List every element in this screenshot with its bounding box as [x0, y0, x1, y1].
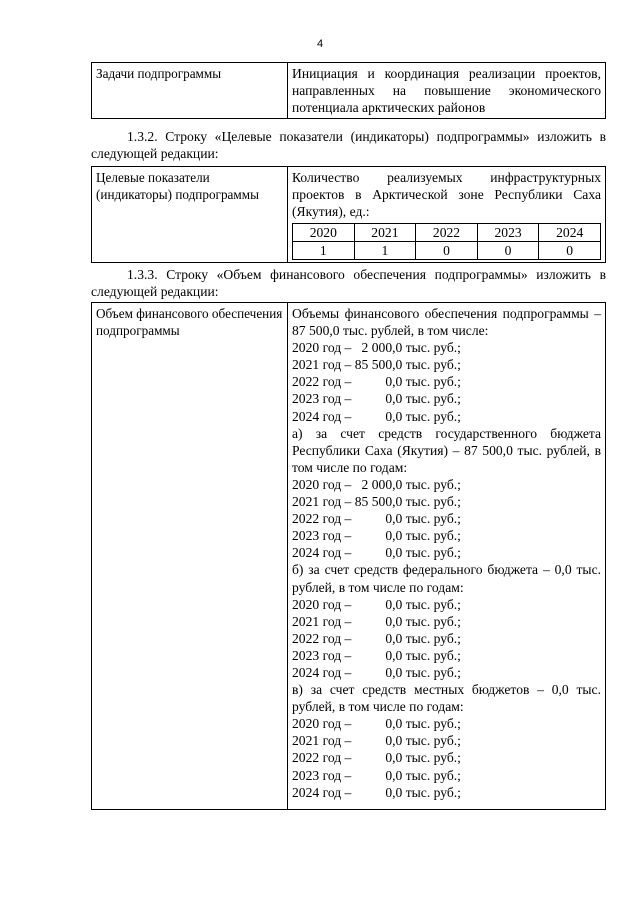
funding-label: Объем финансового обеспечения подпрограммы — [92, 303, 288, 810]
state-budget-line: 2022 год – 0,0 тыс. руб.; — [292, 511, 461, 527]
section-1-3-2-text: 1.3.2. Строку «Целевые показатели (индикаторы) подпрограммы» изложить в следующей редакции: — [91, 129, 606, 161]
federal-budget-line: 2022 год – 0,0 тыс. руб.; — [292, 630, 461, 646]
local-budget-line: 2024 год – 0,0 тыс. руб.; — [292, 784, 461, 800]
page-number: 4 — [316, 38, 324, 50]
federal-budget-line: 2020 год – 0,0 тыс. руб.; — [292, 596, 461, 612]
value-2020: 1 — [293, 242, 355, 260]
indicators-label: Целевые показатели (индикаторы) подпрограммы — [92, 167, 288, 263]
section-1-3-3-text: 1.3.3. Строку «Объем финансового обеспечения подпрограммы» изложить в следующей редакции: — [91, 267, 606, 299]
funding-line: 2024 год – 0,0 тыс. руб.; — [292, 408, 461, 424]
funding-line: 2020 год – 2 000,0 тыс. руб.; — [292, 340, 461, 356]
tasks-value: Инициация и координация реализации проектов, направленных на повышение экономического потенциала арктических районов — [288, 63, 606, 119]
local-budget-line: 2020 год – 0,0 тыс. руб.; — [292, 716, 461, 732]
year-2022: 2022 — [416, 224, 478, 242]
funding-line: 2023 год – 0,0 тыс. руб.; — [292, 391, 461, 407]
local-budget-intro: в) за счет средств местных бюджетов – 0,0 тыс. рублей, в том числе по годам: — [292, 682, 601, 715]
state-budget-intro: а) за счет средств государственного бюджета Республики Саха (Якутия) – 87 500,0 тыс. рублей, в том числе по годам: — [292, 425, 601, 475]
indicators-description: Количество реализуемых инфраструктурных проектов в Арктической зоне Республики Саха (Якутия), ед.: — [292, 170, 601, 220]
state-budget-line: 2023 год – 0,0 тыс. руб.; — [292, 528, 461, 544]
federal-budget-intro: б) за счет средств федерального бюджета – 0,0 тыс. рублей, в том числе по годам: — [292, 562, 601, 595]
state-budget-line: 2024 год – 0,0 тыс. руб.; — [292, 545, 461, 561]
indicators-year-table — [292, 223, 601, 260]
indicators-table — [91, 166, 606, 263]
year-2020: 2020 — [293, 224, 355, 242]
value-2023: 0 — [477, 242, 539, 260]
year-2021: 2021 — [354, 224, 416, 242]
local-budget-line: 2021 год – 0,0 тыс. руб.; — [292, 733, 461, 749]
value-2022: 0 — [416, 242, 478, 260]
funding-line: 2021 год – 85 500,0 тыс. руб.; — [292, 357, 461, 373]
state-budget-line: 2021 год – 85 500,0 тыс. руб.; — [292, 494, 461, 510]
value-2021: 1 — [354, 242, 416, 260]
value-2024: 0 — [539, 242, 601, 260]
local-budget-line: 2023 год – 0,0 тыс. руб.; — [292, 767, 461, 783]
federal-budget-line: 2024 год – 0,0 тыс. руб.; — [292, 664, 461, 680]
year-2024: 2024 — [539, 224, 601, 242]
federal-budget-line: 2023 год – 0,0 тыс. руб.; — [292, 647, 461, 663]
state-budget-line: 2020 год – 2 000,0 тыс. руб.; — [292, 476, 461, 492]
funding-intro: Объемы финансового обеспечения подпрограммы – 87 500,0 тыс. рублей, в том числе: — [292, 306, 601, 339]
funding-line: 2022 год – 0,0 тыс. руб.; — [292, 374, 461, 390]
tasks-table — [91, 62, 606, 119]
local-budget-line: 2022 год – 0,0 тыс. руб.; — [292, 750, 461, 766]
funding-table — [91, 302, 606, 810]
funding-cell — [288, 303, 606, 810]
tasks-label: Задачи подпрограммы — [92, 63, 288, 119]
indicators-cell — [288, 167, 606, 263]
federal-budget-line: 2021 год – 0,0 тыс. руб.; — [292, 613, 461, 629]
year-2023: 2023 — [477, 224, 539, 242]
